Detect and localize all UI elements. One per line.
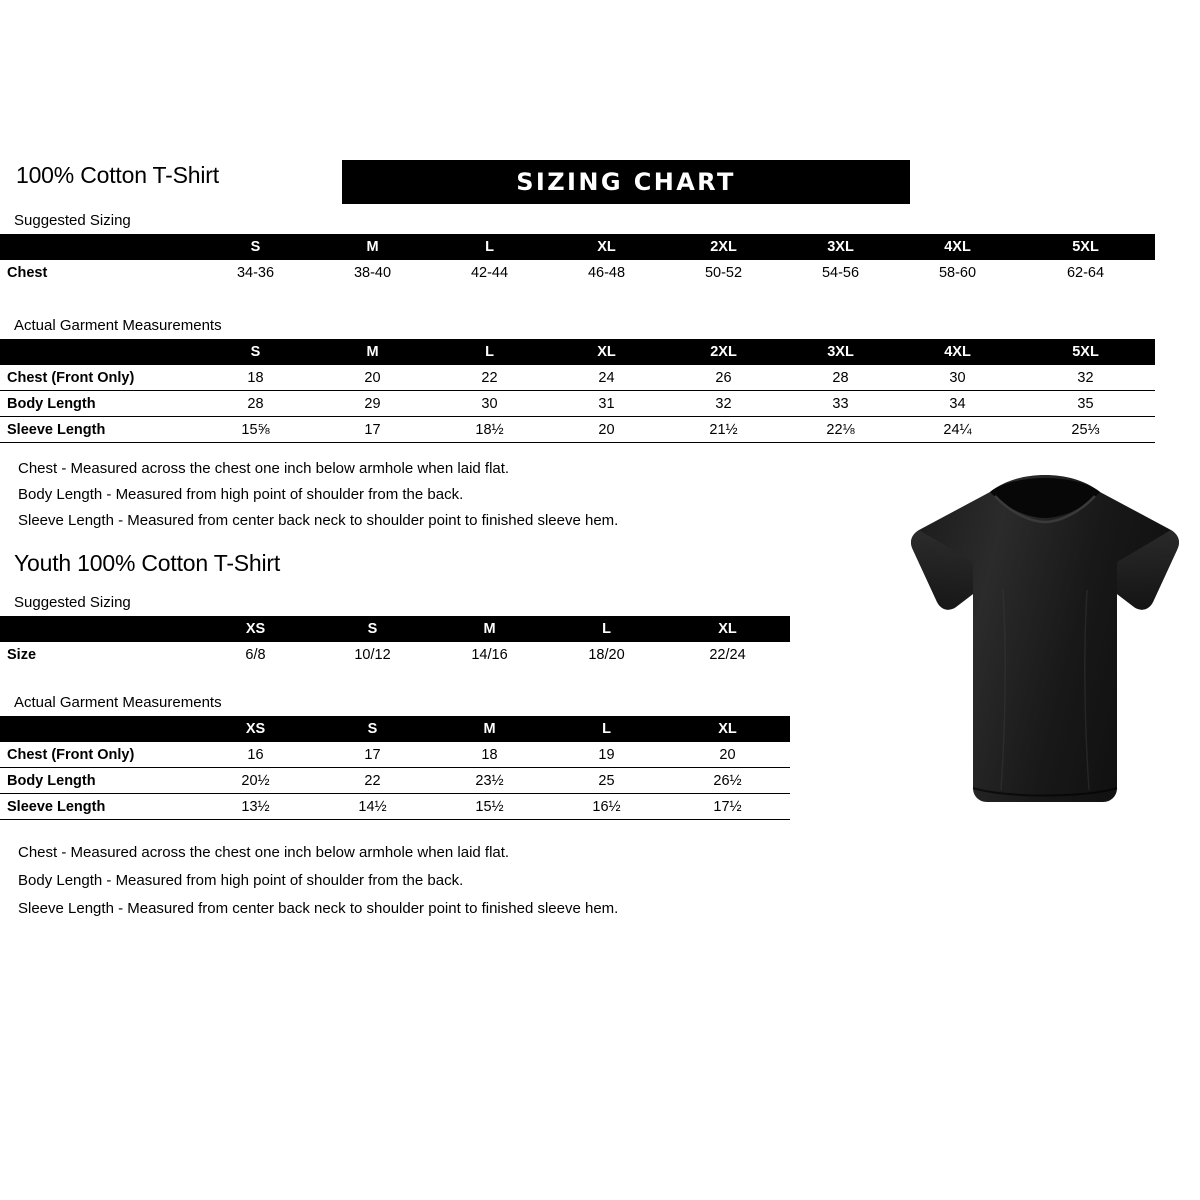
- table-cell: 50-52: [704, 264, 743, 281]
- table-cell: 25: [598, 772, 615, 789]
- table-cell: 10/12: [354, 646, 391, 663]
- table-cell: 13½: [241, 798, 270, 815]
- column-header: L: [548, 716, 665, 742]
- youth-actual-label: Actual Garment Measurements: [14, 694, 222, 711]
- column-header: 2XL: [665, 234, 782, 260]
- table-cell: 32: [715, 395, 732, 412]
- column-header: 5XL: [1016, 234, 1155, 260]
- table-header-row: [0, 339, 1155, 365]
- adult-suggested-table: [0, 234, 1155, 285]
- table-cell: 58-60: [938, 264, 977, 281]
- table-cell: 34: [949, 395, 966, 412]
- table-cell: 14½: [358, 798, 387, 815]
- youth-suggested-table: [0, 616, 790, 667]
- table-cell: 16½: [592, 798, 621, 815]
- row-label: Size: [7, 646, 37, 663]
- table-row: [0, 417, 1155, 443]
- table-cell: 30: [481, 395, 498, 412]
- table-cell: 15½: [475, 798, 504, 815]
- table-cell: 25⅓: [1071, 421, 1100, 438]
- table-cell: 24: [598, 369, 615, 386]
- table-body: [0, 365, 1155, 443]
- table-corner-cell: [0, 234, 197, 260]
- table-cell: 23½: [475, 772, 504, 789]
- column-header: M: [314, 339, 431, 365]
- youth-section-title: Youth 100% Cotton T-Shirt: [14, 550, 281, 576]
- table-cell: 22/24: [709, 646, 746, 663]
- youth-note-body-length: Body Length - Measured from high point of shoulder from the back.: [18, 872, 464, 889]
- table-corner-cell: [0, 339, 197, 365]
- column-header: S: [314, 616, 431, 642]
- youth-note-sleeve-length: Sleeve Length - Measured from center back neck to shoulder point to finished sleeve hem.: [18, 900, 619, 917]
- table-cell: 38-40: [353, 264, 392, 281]
- table-cell: 28: [247, 395, 264, 412]
- column-header: 5XL: [1016, 339, 1155, 365]
- table-cell: 16: [247, 746, 264, 763]
- column-header: XS: [197, 616, 314, 642]
- table-corner-cell: [0, 616, 197, 642]
- table-cell: 20: [364, 369, 381, 386]
- table-row: [0, 768, 790, 794]
- table-body: [0, 642, 790, 667]
- adult-suggested-label: Suggested Sizing: [14, 212, 131, 229]
- table-row: [0, 391, 1155, 417]
- table-cell: 29: [364, 395, 381, 412]
- table-cell: 17½: [713, 798, 742, 815]
- table-cell: 35: [1077, 395, 1094, 412]
- column-header: M: [314, 234, 431, 260]
- table-cell: 14/16: [471, 646, 508, 663]
- adult-actual-table: [0, 339, 1155, 443]
- table-body: [0, 260, 1155, 285]
- table-cell: 62-64: [1066, 264, 1105, 281]
- column-header: XL: [548, 339, 665, 365]
- column-header: L: [431, 234, 548, 260]
- youth-suggested-label: Suggested Sizing: [14, 594, 131, 611]
- column-header: XS: [197, 716, 314, 742]
- column-header: L: [431, 339, 548, 365]
- column-header: XL: [548, 234, 665, 260]
- table-cell: 15⅝: [241, 421, 270, 438]
- table-cell: 26: [715, 369, 732, 386]
- row-label: Chest (Front Only): [7, 369, 135, 386]
- table-row: [0, 365, 1155, 391]
- column-header: XL: [665, 616, 790, 642]
- tshirt-icon: [895, 470, 1195, 820]
- row-label: Chest (Front Only): [7, 746, 135, 763]
- row-label: Body Length: [7, 395, 96, 412]
- column-header: L: [548, 616, 665, 642]
- column-header: XL: [665, 716, 790, 742]
- table-header-row: [0, 616, 790, 642]
- table-cell: 18: [481, 746, 498, 763]
- row-label: Chest: [7, 264, 48, 281]
- table-header-row: [0, 234, 1155, 260]
- table-row: [0, 794, 790, 820]
- table-cell: 18½: [475, 421, 504, 438]
- header: [12, 160, 1188, 204]
- column-header: S: [197, 339, 314, 365]
- table-cell: 34-36: [236, 264, 275, 281]
- sizing-chart-banner-label: SIZING CHART: [516, 168, 736, 196]
- row-label: Sleeve Length: [7, 798, 106, 815]
- table-cell: 19: [598, 746, 615, 763]
- column-header: M: [431, 616, 548, 642]
- table-cell: 33: [832, 395, 849, 412]
- column-header: M: [431, 716, 548, 742]
- table-cell: 46-48: [587, 264, 626, 281]
- table-cell: 22: [481, 369, 498, 386]
- table-cell: 22⅛: [826, 421, 855, 438]
- column-header: 2XL: [665, 339, 782, 365]
- table-body: [0, 742, 790, 820]
- column-header: S: [197, 234, 314, 260]
- table-cell: 54-56: [821, 264, 860, 281]
- table-cell: 17: [364, 746, 381, 763]
- table-cell: 18: [247, 369, 264, 386]
- adult-note-body-length: Body Length - Measured from high point of shoulder from the back.: [18, 486, 464, 503]
- table-cell: 20½: [241, 772, 270, 789]
- row-label: Sleeve Length: [7, 421, 106, 438]
- table-row: [0, 260, 1155, 285]
- table-header-row: [0, 716, 790, 742]
- table-cell: 30: [949, 369, 966, 386]
- column-header: 3XL: [782, 339, 899, 365]
- table-cell: 22: [364, 772, 381, 789]
- table-cell: 20: [719, 746, 736, 763]
- adult-section-title: 100% Cotton T-Shirt: [16, 162, 219, 188]
- column-header: 3XL: [782, 234, 899, 260]
- table-cell: 32: [1077, 369, 1094, 386]
- column-header: S: [314, 716, 431, 742]
- table-cell: 28: [832, 369, 849, 386]
- table-row: [0, 742, 790, 768]
- table-cell: 18/20: [588, 646, 625, 663]
- sizing-chart-banner: [342, 160, 910, 204]
- table-cell: 6/8: [245, 646, 266, 663]
- column-header: 4XL: [899, 234, 1016, 260]
- table-row: [0, 642, 790, 667]
- adult-note-chest: Chest - Measured across the chest one inch below armhole when laid flat.: [18, 460, 510, 477]
- table-cell: 26½: [713, 772, 742, 789]
- table-cell: 31: [598, 395, 615, 412]
- table-cell: 24¼: [943, 421, 972, 438]
- table-cell: 21½: [709, 421, 738, 438]
- table-corner-cell: [0, 716, 197, 742]
- table-cell: 17: [364, 421, 381, 438]
- adult-note-sleeve-length: Sleeve Length - Measured from center back neck to shoulder point to finished sleeve hem.: [18, 512, 619, 529]
- column-header: 4XL: [899, 339, 1016, 365]
- youth-note-chest: Chest - Measured across the chest one inch below armhole when laid flat.: [18, 844, 510, 861]
- adult-actual-label: Actual Garment Measurements: [14, 317, 222, 334]
- row-label: Body Length: [7, 772, 96, 789]
- tshirt-product-image: [895, 470, 1195, 820]
- table-cell: 20: [598, 421, 615, 438]
- youth-actual-table: [0, 716, 790, 820]
- table-cell: 42-44: [470, 264, 509, 281]
